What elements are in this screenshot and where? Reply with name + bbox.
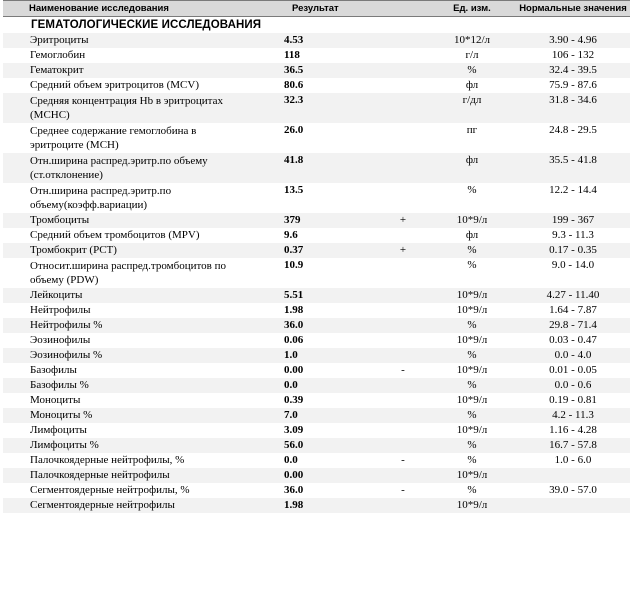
reference-range-cell: 39.0 - 57.0 — [516, 483, 630, 498]
reference-range-cell: 106 - 132 — [516, 48, 630, 63]
test-name-cell: Тромбокрит (PCT) — [3, 243, 254, 258]
table-row — [3, 468, 630, 483]
result-value-cell: 13.5 — [254, 183, 378, 213]
unit-cell: 10*9/л — [428, 288, 516, 303]
flag-cell — [378, 153, 428, 183]
result-value-cell: 1.0 — [254, 348, 378, 363]
table-row — [3, 423, 630, 438]
flag-cell: - — [378, 483, 428, 498]
flag-cell — [378, 393, 428, 408]
test-name-cell: Эритроциты — [3, 33, 254, 48]
unit-cell: пг — [428, 123, 516, 153]
unit-cell: фл — [428, 78, 516, 93]
result-value-cell: 26.0 — [254, 123, 378, 153]
flag-cell — [378, 123, 428, 153]
unit-cell: г/л — [428, 48, 516, 63]
unit-cell: 10*9/л — [428, 498, 516, 513]
unit-cell: % — [428, 378, 516, 393]
result-value-cell: 118 — [254, 48, 378, 63]
table-row — [3, 63, 630, 78]
unit-cell: % — [428, 63, 516, 78]
test-name-cell: Тромбоциты — [3, 213, 254, 228]
unit-cell: % — [428, 348, 516, 363]
test-name-cell: Базофилы — [3, 363, 254, 378]
test-name-cell: Средний объем эритроцитов (MCV) — [3, 78, 254, 93]
flag-cell — [378, 258, 428, 288]
table-row — [3, 333, 630, 348]
flag-cell — [378, 333, 428, 348]
header-unit: Ед. изм. — [428, 1, 516, 17]
result-value-cell: 36.0 — [254, 483, 378, 498]
result-value-cell: 0.39 — [254, 393, 378, 408]
flag-cell — [378, 93, 428, 123]
result-value-cell: 1.98 — [254, 303, 378, 318]
flag-cell — [378, 183, 428, 213]
table-row — [3, 453, 630, 468]
unit-cell: % — [428, 243, 516, 258]
test-name-cell: Средний объем тромбоцитов (MPV) — [3, 228, 254, 243]
unit-cell: % — [428, 408, 516, 423]
unit-cell: 10*9/л — [428, 303, 516, 318]
unit-cell: 10*9/л — [428, 468, 516, 483]
reference-range-cell: 0.01 - 0.05 — [516, 363, 630, 378]
table-row — [3, 348, 630, 363]
flag-cell: - — [378, 453, 428, 468]
reference-range-cell: 35.5 - 41.8 — [516, 153, 630, 183]
result-value-cell: 32.3 — [254, 93, 378, 123]
reference-range-cell: 31.8 - 34.6 — [516, 93, 630, 123]
reference-range-cell — [516, 498, 630, 513]
header-name: Наименование исследования — [3, 1, 254, 17]
results-table — [3, 0, 630, 513]
test-name-cell: Лимфоциты % — [3, 438, 254, 453]
flag-cell — [378, 303, 428, 318]
table-row — [3, 378, 630, 393]
reference-range-cell: 0.03 - 0.47 — [516, 333, 630, 348]
table-row — [3, 303, 630, 318]
header-flag — [378, 1, 428, 17]
flag-cell — [378, 288, 428, 303]
reference-range-cell: 4.27 - 11.40 — [516, 288, 630, 303]
result-value-cell: 0.06 — [254, 333, 378, 348]
reference-range-cell: 1.64 - 7.87 — [516, 303, 630, 318]
reference-range-cell: 12.2 - 14.4 — [516, 183, 630, 213]
unit-cell: 10*9/л — [428, 393, 516, 408]
unit-cell: г/дл — [428, 93, 516, 123]
table-row — [3, 498, 630, 513]
flag-cell — [378, 78, 428, 93]
test-name-cell: Нейтрофилы % — [3, 318, 254, 333]
result-value-cell: 1.98 — [254, 498, 378, 513]
test-name-cell: Среднее содержание гемоглобина в эритроците (MCH) — [3, 123, 254, 153]
header-row — [3, 1, 630, 17]
result-value-cell: 0.00 — [254, 468, 378, 483]
unit-cell: 10*12/л — [428, 33, 516, 48]
table-row — [3, 48, 630, 63]
header-result: Результат — [254, 1, 378, 17]
flag-cell — [378, 438, 428, 453]
test-name-cell: Базофилы % — [3, 378, 254, 393]
result-value-cell: 5.51 — [254, 288, 378, 303]
flag-cell — [378, 348, 428, 363]
unit-cell: фл — [428, 153, 516, 183]
test-name-cell: Отн.ширина распред.эритр.по объему (ст.отклонение) — [3, 153, 254, 183]
test-name-cell: Нейтрофилы — [3, 303, 254, 318]
unit-cell: % — [428, 183, 516, 213]
flag-cell — [378, 318, 428, 333]
flag-cell — [378, 468, 428, 483]
test-name-cell: Относит.ширина распред.тромбоцитов по объему (PDW) — [3, 258, 254, 288]
test-name-cell: Средняя концентрация Hb в эритроцитах (MCHC) — [3, 93, 254, 123]
table-row — [3, 288, 630, 303]
table-row — [3, 78, 630, 93]
table-row — [3, 318, 630, 333]
reference-range-cell: 1.0 - 6.0 — [516, 453, 630, 468]
flag-cell: - — [378, 363, 428, 378]
unit-cell: % — [428, 438, 516, 453]
flag-cell: + — [378, 243, 428, 258]
result-value-cell: 3.09 — [254, 423, 378, 438]
result-value-cell: 9.6 — [254, 228, 378, 243]
test-name-cell: Гематокрит — [3, 63, 254, 78]
table-row — [3, 393, 630, 408]
table-row — [3, 408, 630, 423]
table-row — [3, 183, 630, 213]
table-row — [3, 33, 630, 48]
flag-cell — [378, 33, 428, 48]
reference-range-cell: 0.0 - 4.0 — [516, 348, 630, 363]
unit-cell: % — [428, 258, 516, 288]
reference-range-cell: 16.7 - 57.8 — [516, 438, 630, 453]
result-value-cell: 10.9 — [254, 258, 378, 288]
result-value-cell: 56.0 — [254, 438, 378, 453]
result-value-cell: 41.8 — [254, 153, 378, 183]
table-row — [3, 123, 630, 153]
table-row — [3, 243, 630, 258]
test-name-cell: Гемоглобин — [3, 48, 254, 63]
unit-cell: 10*9/л — [428, 213, 516, 228]
result-value-cell: 36.0 — [254, 318, 378, 333]
flag-cell — [378, 423, 428, 438]
reference-range-cell: 9.0 - 14.0 — [516, 258, 630, 288]
unit-cell: 10*9/л — [428, 423, 516, 438]
test-name-cell: Палочкоядерные нейтрофилы — [3, 468, 254, 483]
header-norm: Нормальные значения — [516, 1, 630, 17]
flag-cell — [378, 498, 428, 513]
test-name-cell: Лейкоциты — [3, 288, 254, 303]
section-title: ГЕМАТОЛОГИЧЕСКИЕ ИССЛЕДОВАНИЯ — [31, 19, 262, 31]
test-name-cell: Лимфоциты — [3, 423, 254, 438]
table-row — [3, 213, 630, 228]
reference-range-cell: 75.9 - 87.6 — [516, 78, 630, 93]
unit-cell: % — [428, 483, 516, 498]
result-value-cell: 7.0 — [254, 408, 378, 423]
result-value-cell: 4.53 — [254, 33, 378, 48]
test-name-cell: Эозинофилы — [3, 333, 254, 348]
reference-range-cell: 32.4 - 39.5 — [516, 63, 630, 78]
reference-range-cell: 29.8 - 71.4 — [516, 318, 630, 333]
test-name-cell: Отн.ширина распред.эритр.по объему(коэфф.вариации) — [3, 183, 254, 213]
reference-range-cell: 0.0 - 0.6 — [516, 378, 630, 393]
unit-cell: % — [428, 318, 516, 333]
reference-range-cell: 0.17 - 0.35 — [516, 243, 630, 258]
result-value-cell: 0.0 — [254, 453, 378, 468]
result-value-cell: 80.6 — [254, 78, 378, 93]
test-name-cell: Моноциты % — [3, 408, 254, 423]
reference-range-cell: 24.8 - 29.5 — [516, 123, 630, 153]
table-row — [3, 153, 630, 183]
reference-range-cell: 9.3 - 11.3 — [516, 228, 630, 243]
unit-cell: фл — [428, 228, 516, 243]
reference-range-cell — [516, 468, 630, 483]
table-row — [3, 228, 630, 243]
flag-cell — [378, 63, 428, 78]
reference-range-cell: 199 - 367 — [516, 213, 630, 228]
table-row — [3, 438, 630, 453]
table-row — [3, 483, 630, 498]
flag-cell — [378, 228, 428, 243]
test-name-cell: Сегментоядерные нейтрофилы — [3, 498, 254, 513]
result-value-cell: 379 — [254, 213, 378, 228]
test-name-cell: Моноциты — [3, 393, 254, 408]
table-row — [3, 258, 630, 288]
flag-cell — [378, 48, 428, 63]
reference-range-cell: 1.16 - 4.28 — [516, 423, 630, 438]
result-value-cell: 0.37 — [254, 243, 378, 258]
table-row — [3, 363, 630, 378]
test-name-cell: Эозинофилы % — [3, 348, 254, 363]
reference-range-cell: 4.2 - 11.3 — [516, 408, 630, 423]
unit-cell: % — [428, 453, 516, 468]
result-value-cell: 0.00 — [254, 363, 378, 378]
result-value-cell: 0.0 — [254, 378, 378, 393]
flag-cell — [378, 378, 428, 393]
reference-range-cell: 3.90 - 4.96 — [516, 33, 630, 48]
flag-cell — [378, 408, 428, 423]
test-name-cell: Палочкоядерные нейтрофилы, % — [3, 453, 254, 468]
reference-range-cell: 0.19 - 0.81 — [516, 393, 630, 408]
flag-cell: + — [378, 213, 428, 228]
test-name-cell: Сегментоядерные нейтрофилы, % — [3, 483, 254, 498]
table-row — [3, 93, 630, 123]
unit-cell: 10*9/л — [428, 333, 516, 348]
unit-cell: 10*9/л — [428, 363, 516, 378]
section-row — [3, 17, 630, 34]
result-value-cell: 36.5 — [254, 63, 378, 78]
